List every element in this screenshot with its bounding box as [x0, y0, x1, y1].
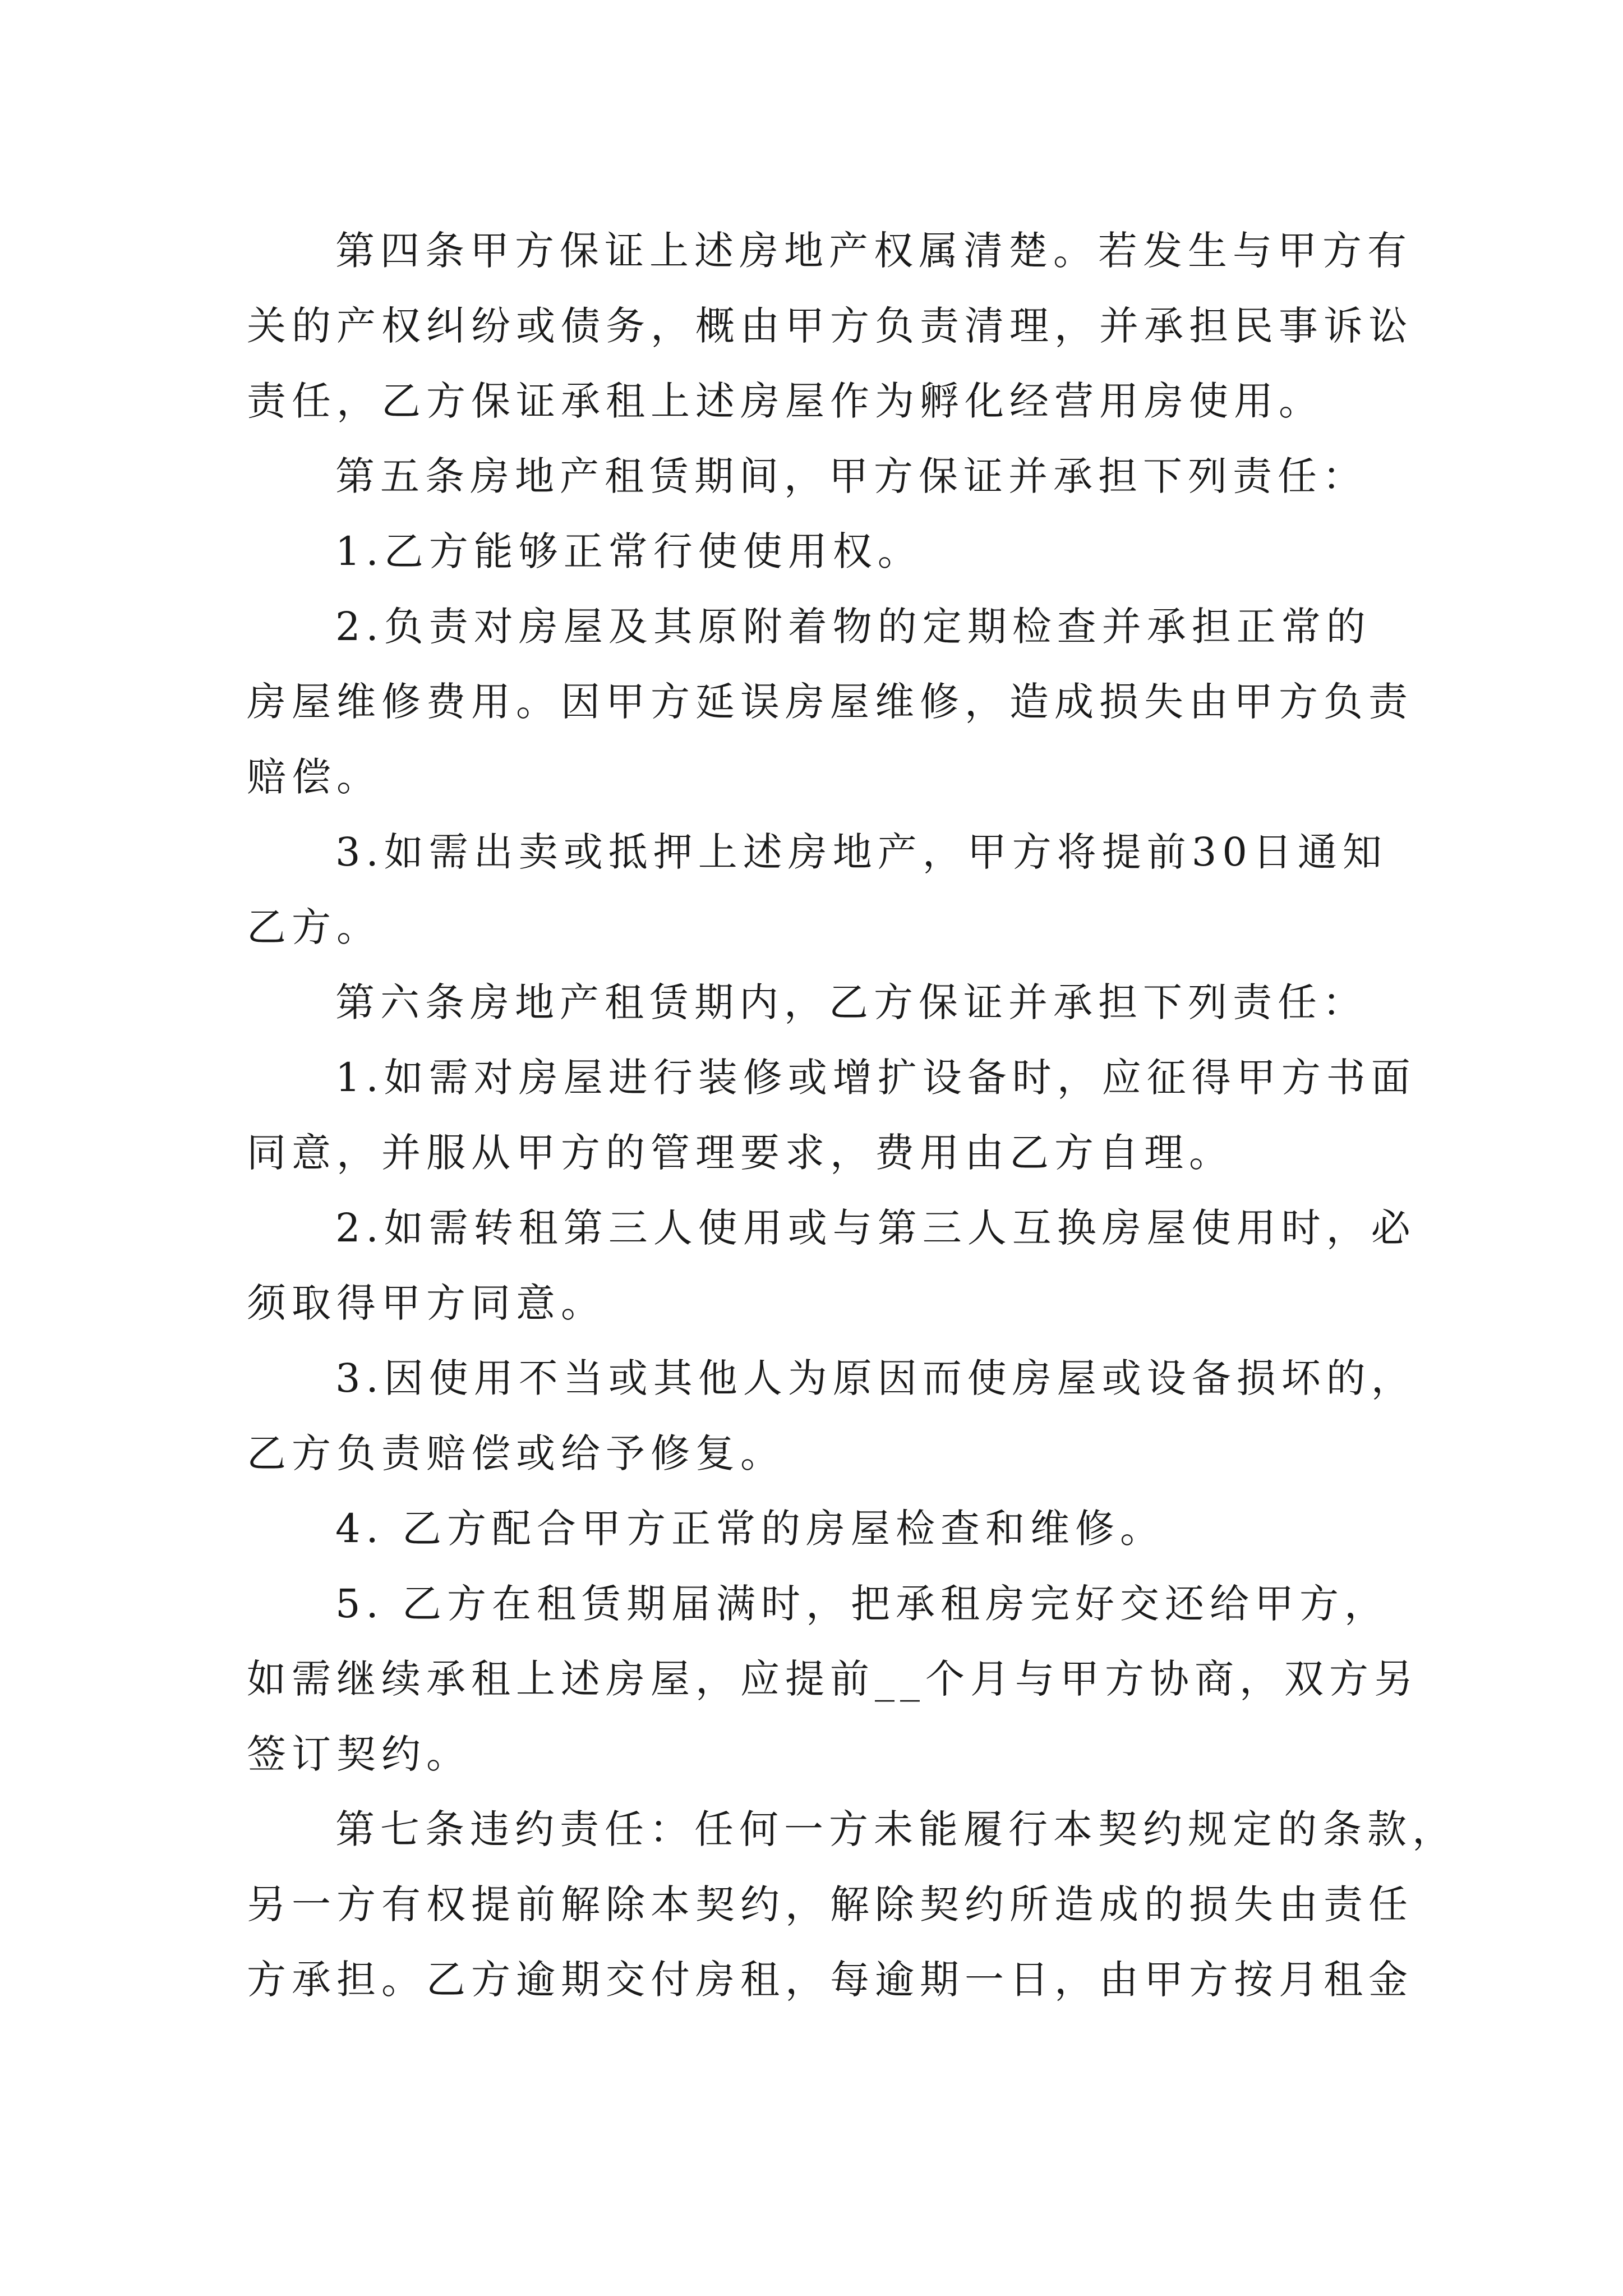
- document-body: [247, 213, 1457, 2017]
- text-line: 第四条甲方保证上述房地产权属清楚。若发生与甲方有: [335, 228, 1412, 274]
- text-line: 关的产权纠纷或债务，概由甲方负责清理，并承担民事诉讼: [247, 303, 1413, 349]
- text-line: 责任，乙方保证承租上述房屋作为孵化经营用房使用。: [247, 378, 1324, 424]
- text-line: 1.乙方能够正常行使使用权。: [335, 528, 923, 574]
- text-line: 3.因使用不当或其他人为原因而使房屋或设备损坏的，: [335, 1355, 1416, 1401]
- text-line: 签订契约。: [247, 1731, 471, 1777]
- text-line: 另一方有权提前解除本契约，解除契约所造成的损失由责任: [247, 1881, 1413, 1927]
- text-line: 乙方负责赔偿或给予修复。: [247, 1430, 785, 1476]
- text-line: 同意，并服从甲方的管理要求，费用由乙方自理。: [247, 1130, 1234, 1176]
- text-line: 2.负责对房屋及其原附着物的定期检查并承担正常的: [335, 604, 1371, 650]
- text-line: 4. 乙方配合甲方正常的房屋检查和维修。: [335, 1506, 1165, 1552]
- text-line: 第七条违约责任：任何一方未能履行本契约规定的条款，: [335, 1806, 1457, 1852]
- text-line: 第五条房地产租赁期间，甲方保证并承担下列责任：: [335, 453, 1367, 499]
- text-line: 须取得甲方同意。: [247, 1280, 606, 1326]
- text-line: 1.如需对房屋进行装修或增扩设备时，应征得甲方书面: [335, 1055, 1416, 1101]
- text-line: 5. 乙方在租赁期届满时，把承租房完好交还给甲方，: [335, 1581, 1390, 1627]
- text-line: 赔偿。: [247, 754, 381, 800]
- text-line: 第六条房地产租赁期内，乙方保证并承担下列责任：: [335, 979, 1367, 1025]
- text-line: 方承担。乙方逾期交付房租，每逾期一日，由甲方按月租金: [247, 1957, 1413, 2003]
- text-line: 2.如需转租第三人使用或与第三人互换房屋使用时，必: [335, 1205, 1416, 1251]
- text-line: 如需继续承租上述房屋，应提前__个月与甲方协商，双方另: [247, 1656, 1419, 1702]
- text-line: 乙方。: [247, 904, 381, 950]
- text-line: 房屋维修费用。因甲方延误房屋维修，造成损失由甲方负责: [247, 679, 1413, 725]
- text-line: 3.如需出卖或抵押上述房地产，甲方将提前30日通知: [335, 829, 1387, 875]
